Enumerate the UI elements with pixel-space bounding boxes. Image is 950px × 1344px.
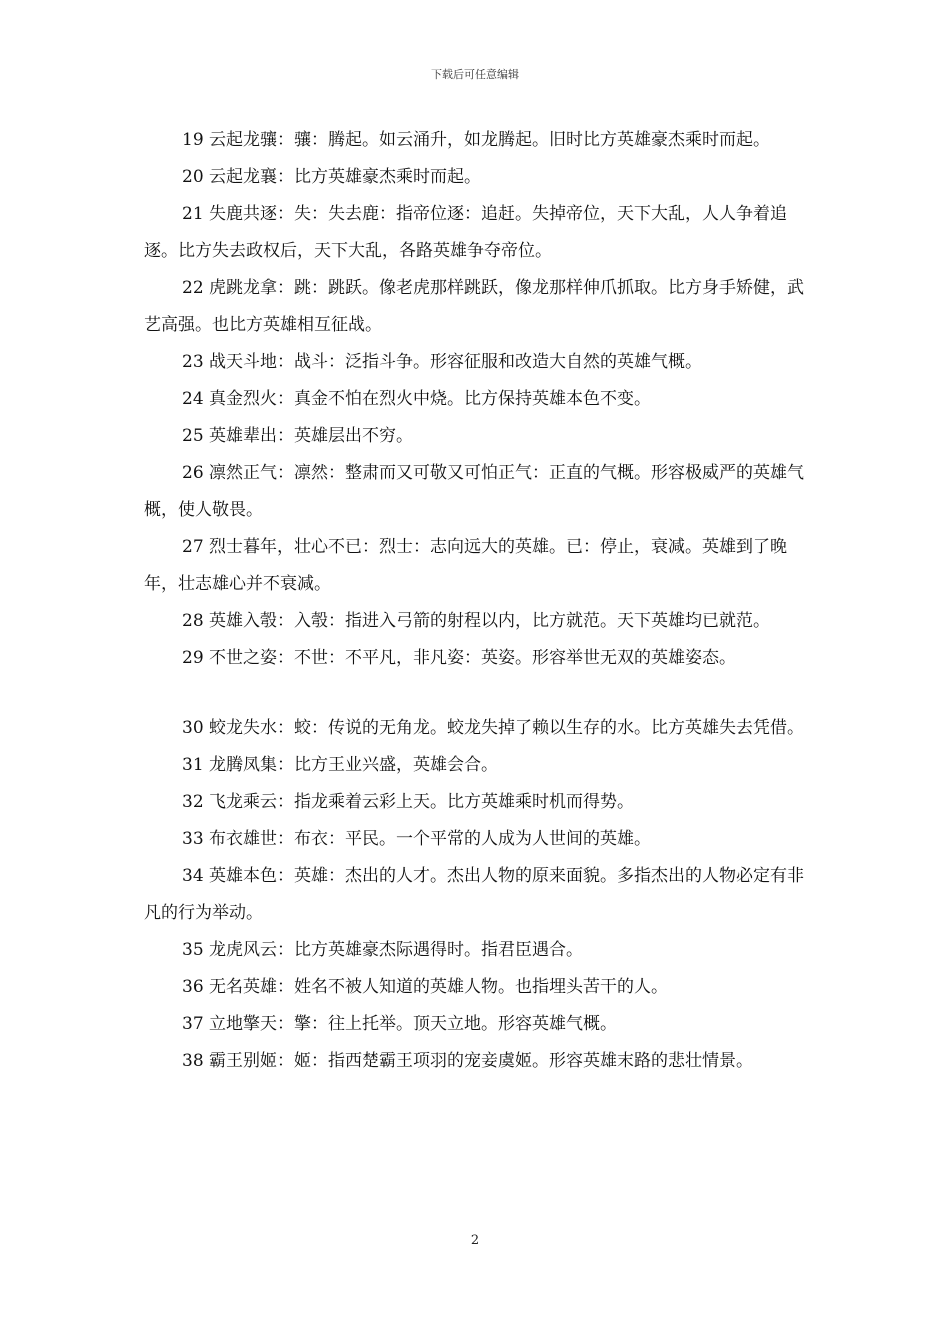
idiom-entry-28: 28 英雄入彀：入彀：指进入弓箭的射程以内，比方就范。天下英雄均已就范。 bbox=[182, 611, 771, 631]
idiom-entry-27: 27 烈士暮年，壮心不已：烈士：志向远大的英雄。已：停止，衰减。英雄到了晚年，壮志雄心并不衰减。 bbox=[144, 537, 788, 594]
idiom-entry-31: 31 龙腾凤集：比方王业兴盛，英雄会合。 bbox=[182, 755, 499, 775]
idiom-entry-25: 25 英雄辈出：英雄层出不穷。 bbox=[182, 426, 414, 446]
idiom-entry-30: 30 蛟龙失水：蛟：传说的无角龙。蛟龙失掉了赖以生存的水。比方英雄失去凭借。 bbox=[182, 718, 805, 738]
page-header: 下载后可任意编辑 bbox=[431, 68, 519, 81]
idiom-entry-29: 29 不世之姿：不世：不平凡，非凡姿：英姿。形容举世无双的英雄姿态。 bbox=[182, 648, 737, 668]
page-number: 2 bbox=[470, 1233, 480, 1248]
idiom-entry-38: 38 霸王别姬：姬：指西楚霸王项羽的宠妾虞姬。形容英雄末路的悲壮情景。 bbox=[182, 1051, 754, 1071]
idiom-entry-26: 26 凛然正气：凛然：整肃而又可敬又可怕正气：正直的气概。形容极威严的英雄气概，使人敬畏。 bbox=[144, 463, 805, 520]
idiom-entry-19: 19 云起龙骧：骧：腾起。如云涌升，如龙腾起。旧时比方英雄豪杰乘时而起。 bbox=[182, 130, 771, 150]
idiom-entry-32: 32 飞龙乘云：指龙乘着云彩上天。比方英雄乘时机而得势。 bbox=[182, 792, 635, 812]
idiom-entry-35: 35 龙虎风云：比方英雄豪杰际遇得时。指君臣遇合。 bbox=[182, 940, 584, 960]
idiom-entry-24: 24 真金烈火：真金不怕在烈火中烧。比方保持英雄本色不变。 bbox=[182, 389, 652, 409]
idiom-entry-33: 33 布衣雄世：布衣：平民。一个平常的人成为人世间的英雄。 bbox=[182, 829, 652, 849]
idiom-entry-22: 22 虎跳龙拿：跳：跳跃。像老虎那样跳跃，像龙那样伸爪抓取。比方身手矫健，武艺高强。也比方英雄相互征战。 bbox=[144, 278, 805, 335]
blank-line bbox=[144, 677, 820, 710]
idiom-entry-36: 36 无名英雄：姓名不被人知道的英雄人物。也指埋头苦干的人。 bbox=[182, 977, 669, 997]
idiom-entry-34: 34 英雄本色：英雄：杰出的人才。杰出人物的原来面貌。多指杰出的人物必定有非凡的行为举动。 bbox=[144, 866, 805, 923]
document-body bbox=[144, 122, 820, 1080]
idiom-entry-20: 20 云起龙襄：比方英雄豪杰乘时而起。 bbox=[182, 167, 482, 187]
idiom-entry-23: 23 战天斗地：战斗：泛指斗争。形容征服和改造大自然的英雄气概。 bbox=[182, 352, 703, 372]
idiom-entry-37: 37 立地擎天：擎：往上托举。顶天立地。形容英雄气概。 bbox=[182, 1014, 618, 1034]
idiom-entry-21: 21 失鹿共逐：失：失去鹿：指帝位逐：追赶。失掉帝位，天下大乱，人人争着追逐。比方失去政权后，天下大乱，各路英雄争夺帝位。 bbox=[144, 204, 788, 261]
